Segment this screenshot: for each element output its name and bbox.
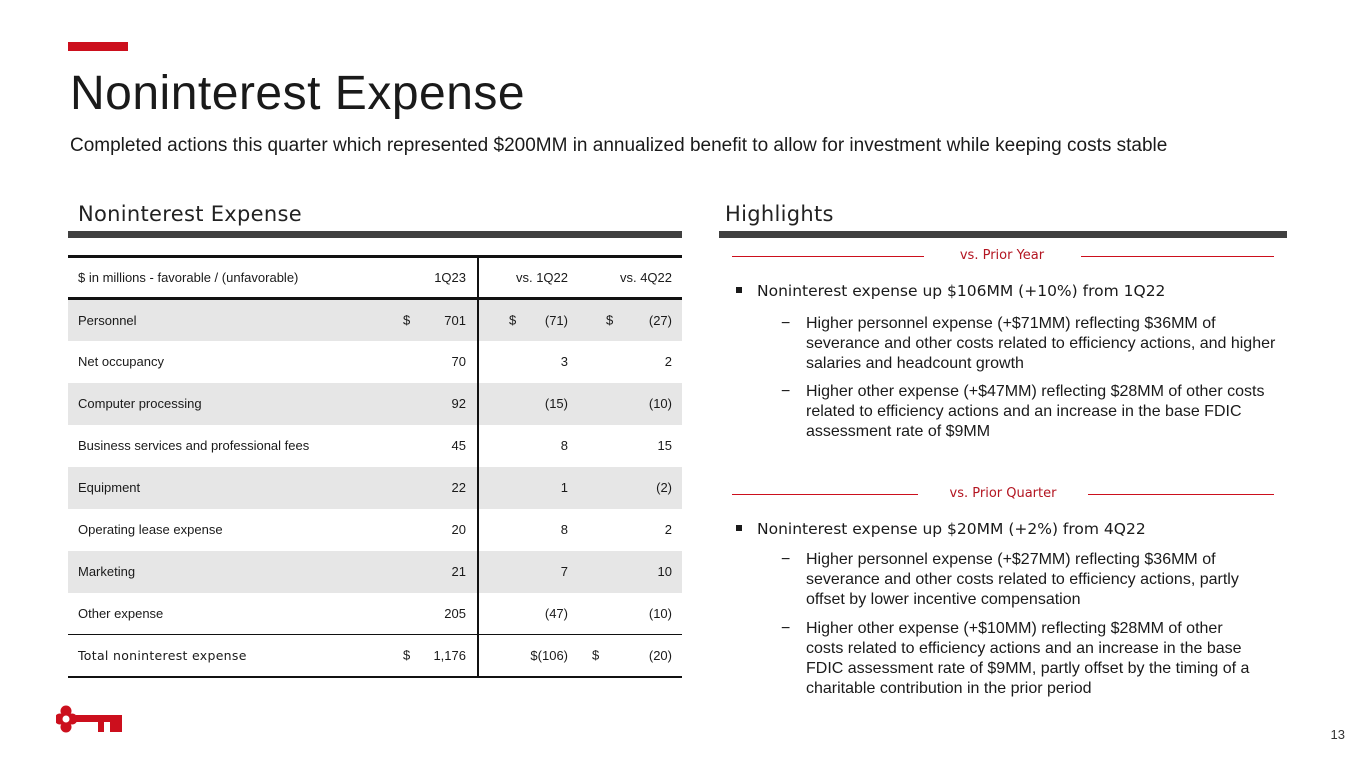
highlights-section-rule <box>719 231 1287 238</box>
prior-quarter-sub-1 <box>781 550 1251 610</box>
table-section-rule <box>68 231 682 238</box>
table-row <box>68 425 682 467</box>
title-accent-bar <box>68 42 128 51</box>
table-total-row <box>68 635 682 677</box>
prior-year-sub-2 <box>781 382 1281 442</box>
dash-icon: − <box>781 551 791 568</box>
total-1q23 <box>390 635 478 677</box>
row-1q23: 22 <box>390 467 478 509</box>
row-vs-1q22: (15) <box>544 396 568 411</box>
highlights-section-title: Highlights <box>725 202 834 226</box>
prior-year-label: vs. Prior Year <box>959 248 1045 263</box>
bullet-text: Noninterest expense up $106MM (+10%) from 1Q22 <box>757 282 1166 300</box>
row-label: Operating lease expense <box>78 522 223 537</box>
prior-quarter-divider-left <box>732 494 918 495</box>
table-row <box>68 551 682 593</box>
table-row <box>68 467 682 509</box>
row-1q23: 205 <box>390 593 478 635</box>
header-label: $ in millions - favorable / (unfavorable) <box>78 270 299 285</box>
noninterest-expense-table <box>68 255 682 678</box>
total-value: (20) <box>648 647 672 663</box>
row-label: Computer processing <box>78 396 202 411</box>
row-vs-1q22: 3 <box>560 354 568 369</box>
row-1q23: 21 <box>390 551 478 593</box>
row-vs-4q22: 2 <box>664 522 672 537</box>
dash-icon: − <box>781 383 791 400</box>
row-label: Net occupancy <box>78 354 164 369</box>
page-subtitle: Completed actions this quarter which represented $200MM in annualized benefit to allow for investment while keeping costs stable <box>70 135 1168 156</box>
prior-quarter-bullet <box>736 520 1146 538</box>
table-header-row <box>68 257 682 299</box>
row-1q23: 92 <box>390 383 478 425</box>
page-number: 13 <box>1330 727 1345 742</box>
header-vs-4q22: vs. 4Q22 <box>619 270 672 285</box>
row-label: Equipment <box>78 480 141 495</box>
row-vs-4q22: (10) <box>648 605 672 621</box>
row-label: Other expense <box>78 605 164 621</box>
row-vs-4q22 <box>578 299 682 341</box>
row-vs-1q22: 8 <box>560 522 568 537</box>
currency-symbol: $ <box>592 647 600 663</box>
row-1q23: 20 <box>390 509 478 551</box>
prior-year-divider-right <box>1081 256 1274 257</box>
row-vs-4q22: 10 <box>657 564 672 579</box>
key-logo-icon <box>56 704 124 734</box>
page-title: Noninterest Expense <box>70 67 526 120</box>
header-1q23: 1Q23 <box>390 257 478 299</box>
row-1q23 <box>390 299 478 341</box>
total-vs-4q22 <box>578 635 682 677</box>
row-1q23: 70 <box>390 341 478 383</box>
sub-text: Higher other expense (+$10MM) reflecting $28MM of other costs related to efficiency actions and an increase in the base FDIC assessment rate of $9MM, partly offset by the timing of a charitable contribution in the prior period <box>806 620 1250 697</box>
row-vs-1q22: (47) <box>544 605 568 621</box>
row-label: Business services and professional fees <box>78 438 310 453</box>
dash-icon: − <box>781 620 791 637</box>
row-vs-1q22: 1 <box>560 480 568 495</box>
table-row <box>68 299 682 341</box>
table-row <box>68 383 682 425</box>
row-value: (27) <box>648 312 672 328</box>
sub-text: Higher personnel expense (+$27MM) reflecting $36MM of severance and other costs related to efficiency actions, partly offset by lower incentive compensation <box>806 551 1239 608</box>
currency-symbol: $ <box>403 647 411 663</box>
table-row <box>68 509 682 551</box>
sub-text: Higher other expense (+$47MM) reflecting $28MM of other costs related to efficiency actions and an increase in the base FDIC assessment rate of $9MM <box>806 383 1265 440</box>
bullet-square-icon <box>736 287 742 293</box>
sub-text: Higher personnel expense (+$71MM) reflecting $36MM of severance and other costs related to efficiency actions, and higher salaries and headcount growth <box>806 315 1276 372</box>
bullet-text: Noninterest expense up $20MM (+2%) from 4Q22 <box>757 520 1146 538</box>
total-label: Total noninterest expense <box>78 647 247 663</box>
row-vs-4q22: (2) <box>656 480 672 495</box>
row-vs-4q22: (10) <box>648 396 672 411</box>
row-label: Marketing <box>78 564 136 579</box>
row-value: (71) <box>544 312 568 328</box>
table-section-title: Noninterest Expense <box>78 202 302 226</box>
row-vs-1q22 <box>478 299 578 341</box>
row-1q23: 45 <box>390 425 478 467</box>
prior-quarter-sub-2 <box>781 619 1251 699</box>
prior-year-divider-left <box>732 256 924 257</box>
bullet-square-icon <box>736 525 742 531</box>
dash-icon: − <box>781 315 791 332</box>
currency-symbol: $ <box>403 312 411 328</box>
total-vs-1q22: $(106) <box>530 647 568 663</box>
prior-year-sub-1 <box>781 314 1281 374</box>
row-vs-4q22: 2 <box>664 354 672 369</box>
row-value: 701 <box>444 312 466 328</box>
table-row <box>68 593 682 635</box>
prior-year-bullet <box>736 282 1165 300</box>
row-vs-4q22: 15 <box>657 438 672 453</box>
table-row <box>68 341 682 383</box>
prior-quarter-divider-right <box>1088 494 1274 495</box>
row-vs-1q22: 7 <box>560 564 568 579</box>
prior-quarter-label: vs. Prior Quarter <box>949 486 1057 501</box>
currency-symbol: $ <box>606 312 614 328</box>
row-vs-1q22: 8 <box>560 438 568 453</box>
row-label: Personnel <box>78 312 137 328</box>
total-value: 1,176 <box>433 647 466 663</box>
header-vs-1q22: vs. 1Q22 <box>515 270 568 285</box>
currency-symbol: $ <box>509 312 517 328</box>
